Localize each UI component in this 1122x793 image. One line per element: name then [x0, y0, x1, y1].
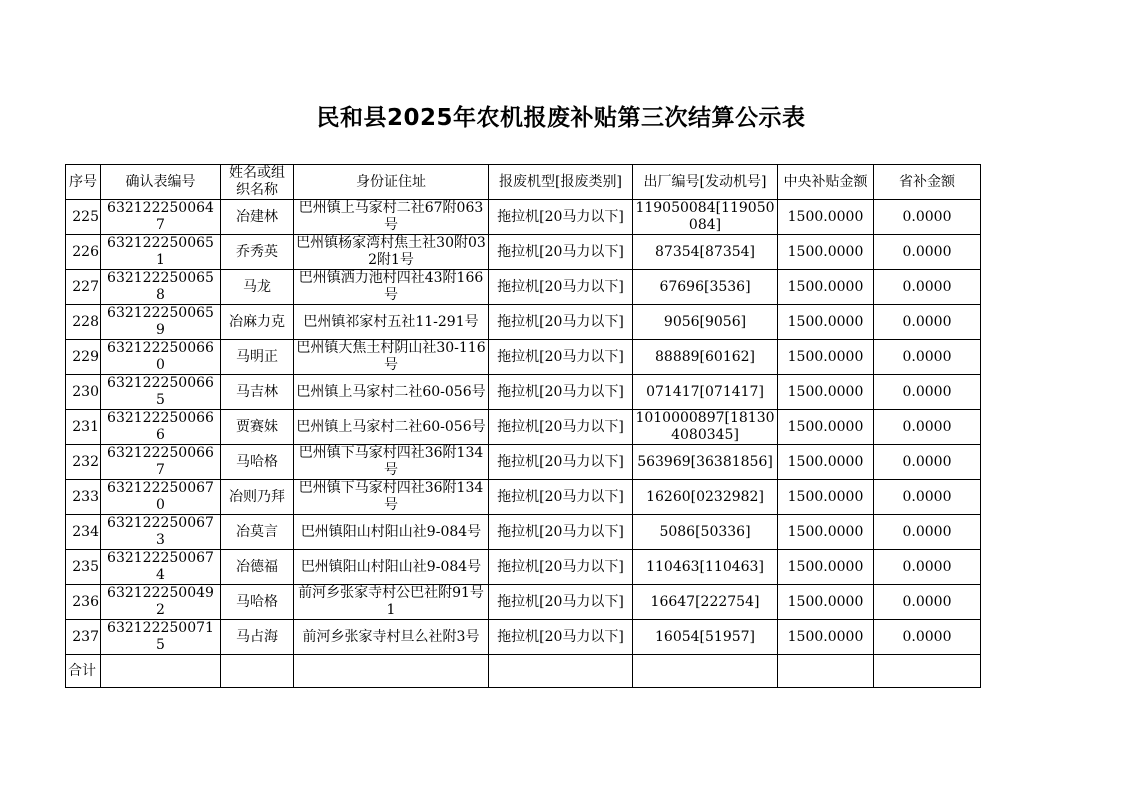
- table-cell: 225: [66, 200, 101, 235]
- table-cell: 巴州镇洒力池村四社43附166号: [294, 270, 489, 305]
- table-cell: 巴州镇杨家湾村焦土社30附032附1号: [294, 235, 489, 270]
- table-cell: 0.0000: [874, 620, 981, 655]
- header-label: 报废机型[报废类别]: [499, 173, 622, 190]
- table-cell: 1500.0000: [778, 585, 874, 620]
- table-cell: 巴州镇阳山村阳山社9-084号: [294, 515, 489, 550]
- table-cell: 0.0000: [874, 305, 981, 340]
- header-cell-id-address: [294, 165, 489, 200]
- table-cell: 6321222500492: [101, 585, 221, 620]
- table-cell: 0.0000: [874, 235, 981, 270]
- table-cell: 1500.0000: [778, 270, 874, 305]
- table-row: [66, 235, 981, 270]
- table-cell: 拖拉机[20马力以下]: [489, 305, 633, 340]
- table-cell: 237: [66, 620, 101, 655]
- table-cell: 87354[87354]: [633, 235, 778, 270]
- table-cell: 0.0000: [874, 410, 981, 445]
- subsidy-settlement-table: [65, 164, 981, 688]
- page-title: 民和县2025年农机报废补贴第三次结算公示表: [316, 105, 806, 131]
- table-cell: 234: [66, 515, 101, 550]
- table-footer: [66, 655, 981, 688]
- table-cell: 冶麻力克: [221, 305, 294, 340]
- table-cell: 229: [66, 340, 101, 375]
- table-header: [66, 165, 981, 200]
- table-cell: 拖拉机[20马力以下]: [489, 585, 633, 620]
- table-row: [66, 445, 981, 480]
- table-cell: 冶德福: [221, 550, 294, 585]
- table-cell: 0.0000: [874, 550, 981, 585]
- table-cell: 228: [66, 305, 101, 340]
- table-row: [66, 480, 981, 515]
- table-row: [66, 515, 981, 550]
- table-cell-empty: [633, 655, 778, 688]
- table-cell: 226: [66, 235, 101, 270]
- header-label: 中央补贴金额: [783, 173, 868, 190]
- table-cell: 0.0000: [874, 585, 981, 620]
- table-cell: 1500.0000: [778, 200, 874, 235]
- total-label: 合计: [68, 662, 96, 679]
- table-cell: 巴州镇上马家村二社60-056号: [294, 375, 489, 410]
- table-cell: 235: [66, 550, 101, 585]
- table-cell: 巴州镇上马家村二社60-056号: [294, 410, 489, 445]
- header-cell-machine-type: [489, 165, 633, 200]
- table-cell: 1500.0000: [778, 235, 874, 270]
- table-cell: 拖拉机[20马力以下]: [489, 235, 633, 270]
- table-cell: 马吉林: [221, 375, 294, 410]
- table-cell: 前河乡张家寺村公巴社附91号1: [294, 585, 489, 620]
- table-row: [66, 340, 981, 375]
- table-row: [66, 620, 981, 655]
- table-cell: 1500.0000: [778, 480, 874, 515]
- table-cell: 前河乡张家寺村旦么社附3号: [294, 620, 489, 655]
- table-cell: 0.0000: [874, 200, 981, 235]
- table-cell: 马龙: [221, 270, 294, 305]
- table-cell: 拖拉机[20马力以下]: [489, 375, 633, 410]
- table-cell: 6321222500660: [101, 340, 221, 375]
- table-cell: 巴州镇阳山村阳山社9-084号: [294, 550, 489, 585]
- table-cell-empty: [874, 655, 981, 688]
- table-cell: 马哈格: [221, 445, 294, 480]
- table-cell: 6321222500667: [101, 445, 221, 480]
- table-cell: 1500.0000: [778, 410, 874, 445]
- table-cell: 0.0000: [874, 480, 981, 515]
- table-cell: 拖拉机[20马力以下]: [489, 200, 633, 235]
- table-cell: 拖拉机[20马力以下]: [489, 410, 633, 445]
- table-row: [66, 200, 981, 235]
- table-cell: 88889[60162]: [633, 340, 778, 375]
- table-cell: 0.0000: [874, 375, 981, 410]
- header-label: 身份证住址: [356, 173, 426, 190]
- table-cell: 拖拉机[20马力以下]: [489, 515, 633, 550]
- table-cell: 拖拉机[20马力以下]: [489, 340, 633, 375]
- table-cell: 230: [66, 375, 101, 410]
- table-cell: 5086[50336]: [633, 515, 778, 550]
- table-cell: 232: [66, 445, 101, 480]
- table-cell: 贾赛妹: [221, 410, 294, 445]
- table-cell: 110463[110463]: [633, 550, 778, 585]
- table-cell: 119050084[119050084]: [633, 200, 778, 235]
- table-row: [66, 550, 981, 585]
- header-row: [66, 165, 981, 200]
- header-label: 确认表编号: [125, 173, 196, 190]
- table-cell: 巴州镇上马家村二社67附063号: [294, 200, 489, 235]
- header-cell-serial: [66, 165, 101, 200]
- table-cell: 227: [66, 270, 101, 305]
- table-cell: 236: [66, 585, 101, 620]
- table-cell: 0.0000: [874, 340, 981, 375]
- header-cell-name-or-org: [221, 165, 294, 200]
- table-row: [66, 270, 981, 305]
- header-label: 姓名或组织名称: [229, 165, 285, 198]
- header-label: 出厂编号[发动机号]: [643, 173, 767, 190]
- header-label: 省补金额: [899, 173, 955, 190]
- table-cell: 6321222500658: [101, 270, 221, 305]
- table-cell: 马占海: [221, 620, 294, 655]
- table-cell: 6321222500715: [101, 620, 221, 655]
- table-cell: 6321222500673: [101, 515, 221, 550]
- table-cell: 1500.0000: [778, 340, 874, 375]
- table-cell: 巴州镇下马家村四社36附134号: [294, 445, 489, 480]
- table-cell-empty: [489, 655, 633, 688]
- table-cell: 冶建林: [221, 200, 294, 235]
- header-cell-central-subsidy: [778, 165, 874, 200]
- header-cell-confirmation-no: [101, 165, 221, 200]
- table-cell: 1010000897[181304080345]: [633, 410, 778, 445]
- table-cell: 16647[222754]: [633, 585, 778, 620]
- table-cell: 233: [66, 480, 101, 515]
- table-cell: 冶则乃拜: [221, 480, 294, 515]
- table-cell: 6321222500651: [101, 235, 221, 270]
- table-cell-empty: [294, 655, 489, 688]
- table-cell: 拖拉机[20马力以下]: [489, 550, 633, 585]
- table-cell: 1500.0000: [778, 515, 874, 550]
- table-cell: 拖拉机[20马力以下]: [489, 270, 633, 305]
- table-cell: 9056[9056]: [633, 305, 778, 340]
- table-cell: 6321222500670: [101, 480, 221, 515]
- table-cell: 1500.0000: [778, 305, 874, 340]
- table-cell: 1500.0000: [778, 445, 874, 480]
- header-label: 序号: [69, 173, 97, 190]
- table-row: [66, 585, 981, 620]
- table-row: [66, 410, 981, 445]
- table-cell: 6321222500674: [101, 550, 221, 585]
- table-cell: 1500.0000: [778, 620, 874, 655]
- table-cell-empty: [221, 655, 294, 688]
- table-cell: 67696[3536]: [633, 270, 778, 305]
- total-row: [66, 655, 981, 688]
- table-cell: 拖拉机[20马力以下]: [489, 620, 633, 655]
- table-cell: 马明正: [221, 340, 294, 375]
- table-cell: 巴州镇下马家村四社36附134号: [294, 480, 489, 515]
- table-cell: 231: [66, 410, 101, 445]
- header-cell-provincial-subsidy: [874, 165, 981, 200]
- total-label-cell: [66, 655, 101, 688]
- table-cell: 6321222500659: [101, 305, 221, 340]
- table-cell: 071417[071417]: [633, 375, 778, 410]
- table-cell: 拖拉机[20马力以下]: [489, 445, 633, 480]
- table-row: [66, 375, 981, 410]
- table-cell: 563969[36381856]: [633, 445, 778, 480]
- table-cell: 16054[51957]: [633, 620, 778, 655]
- table-cell: 巴州镇祁家村五社11-291号: [294, 305, 489, 340]
- table-cell: 16260[0232982]: [633, 480, 778, 515]
- table-cell: 0.0000: [874, 270, 981, 305]
- table-cell: 巴州镇大焦土村阴山社30-116号: [294, 340, 489, 375]
- table-cell: 6321222500665: [101, 375, 221, 410]
- table-cell: 1500.0000: [778, 550, 874, 585]
- table-cell-empty: [778, 655, 874, 688]
- table-cell: 1500.0000: [778, 375, 874, 410]
- table-cell: 马哈格: [221, 585, 294, 620]
- table-cell: 0.0000: [874, 515, 981, 550]
- table-cell: 6321222500647: [101, 200, 221, 235]
- table-cell: 冶莫言: [221, 515, 294, 550]
- table-cell-empty: [101, 655, 221, 688]
- table-cell: 0.0000: [874, 445, 981, 480]
- table-cell: 乔秀英: [221, 235, 294, 270]
- table-cell: 6321222500666: [101, 410, 221, 445]
- header-cell-factory-engine-no: [633, 165, 778, 200]
- table-cell: 拖拉机[20马力以下]: [489, 480, 633, 515]
- table-row: [66, 305, 981, 340]
- table-body: [66, 200, 981, 655]
